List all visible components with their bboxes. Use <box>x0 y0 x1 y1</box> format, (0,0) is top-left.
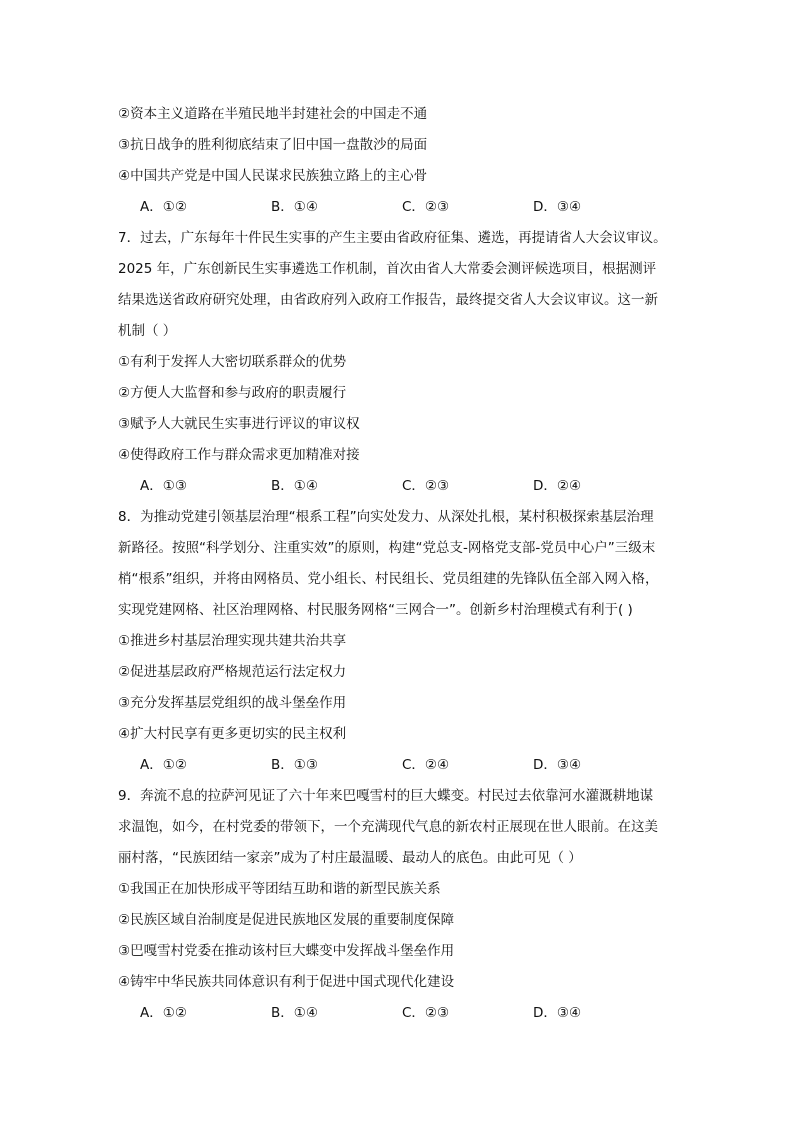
question-stem-line: 丽村落，“民族团结一家亲”成为了村庄最温暖、最动人的底色。由此可见（ ） <box>118 850 582 866</box>
statement-4: ④扩大村民享有更多更切实的民主权利 <box>118 726 347 742</box>
statement-1: ①我国正在加快形成平等团结互助和谐的新型民族关系 <box>118 881 441 897</box>
statement-2: ②民族区域自治制度是促进民族地区发展的重要制度保障 <box>118 912 455 928</box>
answer-choices <box>118 750 688 781</box>
choice-d: D．③④ <box>533 757 582 773</box>
question-stem-line: 求温饱，如今，在村党委的带领下，一个充满现代气息的新农村正展现在世人眼前。在这美 <box>118 819 658 835</box>
choice-a: A．①② <box>140 199 187 215</box>
choice-c: C．②③ <box>402 1005 450 1021</box>
question-7 <box>118 223 688 502</box>
choice-d: D．③④ <box>533 199 582 215</box>
choice-b: B．①④ <box>271 199 318 215</box>
statement-4: ④铸牢中华民族共同体意识有利于促进中国式现代化建设 <box>118 974 455 990</box>
question-content <box>118 99 688 1029</box>
answer-choices <box>118 192 688 223</box>
question-stem-line: 结果选送省政府研究处理，由省政府列入政府工作报告，最终提交省人大会议审议。这一新 <box>118 292 658 308</box>
choice-a: A．①③ <box>140 478 187 494</box>
choice-b: B．①③ <box>271 757 318 773</box>
statement-4: ④中国共产党是中国人民谋求民族独立路上的主心骨 <box>118 168 428 184</box>
question-6-tail <box>118 99 688 223</box>
choice-d: D．③④ <box>533 1005 582 1021</box>
answer-choices <box>118 998 688 1029</box>
choice-c: C．②③ <box>402 199 450 215</box>
statement-1: ①推进乡村基层治理实现共建共治共享 <box>118 633 347 649</box>
answer-choices <box>118 471 688 502</box>
choice-a: A．①② <box>140 757 187 773</box>
question-stem-line: 实现党建网格、社区治理网格、村民服务网格“三网合一”。创新乡村治理模式有利于( ) <box>118 602 633 618</box>
choice-a: A．①② <box>140 1005 187 1021</box>
statement-3: ③赋予人大就民生实事进行评议的审议权 <box>118 416 360 432</box>
question-stem-line: 7．过去，广东每年十件民生实事的产生主要由省政府征集、遴选，再提请省人大会议审议。 <box>118 230 667 246</box>
question-stem-line: 9．奔流不息的拉萨河见证了六十年来巴嘎雪村的巨大蝶变。村民过去依靠河水灌溉耕地谋 <box>118 788 654 804</box>
choice-d: D．②④ <box>533 478 582 494</box>
statement-3: ③巴嘎雪村党委在推动该村巨大蝶变中发挥战斗堡垒作用 <box>118 943 455 959</box>
question-stem-line: 机制（ ） <box>118 323 177 339</box>
question-stem-line: 2025 年，广东创新民生实事遴选工作机制，首次由省人大常委会测评候选项目，根据测评 <box>118 261 657 277</box>
statement-4: ④使得政府工作与群众需求更加精准对接 <box>118 447 360 463</box>
choice-c: C．②③ <box>402 478 450 494</box>
question-8 <box>118 502 688 781</box>
statement-2: ②促进基层政府严格规范运行法定权力 <box>118 664 347 680</box>
statement-3: ③充分发挥基层党组织的战斗堡垒作用 <box>118 695 347 711</box>
statement-2: ②资本主义道路在半殖民地半封建社会的中国走不通 <box>118 106 428 122</box>
question-stem-line: 梢“根系”组织，并将由网格员、党小组长、村民组长、党员组建的先锋队伍全部入网入格， <box>118 571 659 587</box>
statement-2: ②方便人大监督和参与政府的职责履行 <box>118 385 347 401</box>
question-9 <box>118 781 688 1029</box>
statement-3: ③抗日战争的胜利彻底结束了旧中国一盘散沙的局面 <box>118 137 428 153</box>
question-stem-line: 新路径。按照“科学划分、注重实效”的原则，构建“党总支-网格党支部-党员中心户”三级末 <box>118 540 656 556</box>
statement-1: ①有利于发挥人大密切联系群众的优势 <box>118 354 347 370</box>
choice-b: B．①④ <box>271 1005 318 1021</box>
choice-c: C．②④ <box>402 757 450 773</box>
choice-b: B．①④ <box>271 478 318 494</box>
question-stem-line: 8．为推动党建引领基层治理“根系工程”向实处发力、从深处扎根，某村积极探索基层治理 <box>118 509 654 525</box>
